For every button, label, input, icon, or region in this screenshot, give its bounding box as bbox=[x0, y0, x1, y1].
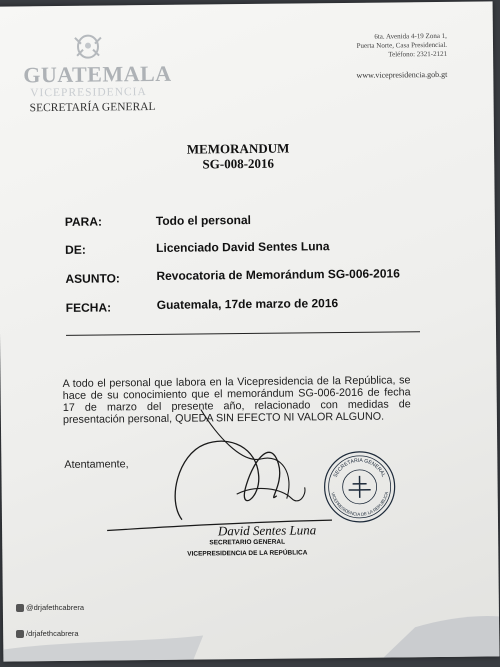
fecha-value: Guatemala, 17de marzo de 2016 bbox=[156, 296, 339, 312]
seal-top-text: SECRETARIA GENERAL bbox=[332, 457, 387, 479]
divider bbox=[66, 331, 420, 336]
svg-text:SECRETARIA GENERAL bbox=[333, 458, 387, 479]
logo bbox=[23, 31, 172, 115]
address-block bbox=[356, 32, 447, 60]
signatory-office: VICEPRESIDENCIA DE LA REPÚBLICA bbox=[187, 549, 308, 558]
para-label: PARA: bbox=[64, 214, 103, 229]
official-seal bbox=[322, 449, 397, 524]
watermark-facebook bbox=[16, 629, 79, 638]
coat-of-arms-icon bbox=[71, 31, 105, 61]
memo-body: A todo el personal que labora en la Vicepresidencia de la República, se hace de su conocimiento que el memorándum SG-006-2016 de fecha 17 de marzo del presente año, relacionado con medidas de presentación personal, QUEDA SIN EFECTO NI VALOR ALGUNO. bbox=[62, 374, 411, 426]
memo-number: SG-008-2016 bbox=[202, 155, 275, 172]
logo-subtitle: VICEPRESIDENCIA bbox=[30, 86, 147, 100]
watermark-handle: @drjafethcabrera bbox=[26, 603, 85, 612]
watermark-handle: /drjafethcabrera bbox=[26, 629, 79, 638]
address-line: 6ta. Avenida 4-19 Zona 1, bbox=[374, 31, 447, 41]
closing: Atentamente, bbox=[64, 458, 129, 471]
twitter-icon bbox=[16, 604, 24, 612]
seal-bottom-text: VICEPRESIDENCIA DE LA REPUBLICA bbox=[330, 491, 390, 517]
website-link[interactable]: www.vicepresidencia.gob.gt bbox=[356, 69, 448, 80]
de-value: Licenciado David Sentes Luna bbox=[156, 239, 330, 255]
memo-heading bbox=[173, 140, 303, 171]
watermark-twitter bbox=[16, 603, 84, 612]
fecha-label: FECHA: bbox=[65, 300, 112, 315]
phone-line: Teléfono: 2321-2121 bbox=[388, 49, 448, 59]
signatory-title: SECRETARIO GENERAL bbox=[209, 538, 286, 547]
asunto-label: ASUNTO: bbox=[65, 271, 120, 286]
para-value: Todo el personal bbox=[155, 212, 252, 228]
memo-title: MEMORANDUM bbox=[186, 140, 290, 157]
de-label: DE: bbox=[65, 242, 86, 257]
department-name: SECRETARÍA GENERAL bbox=[29, 100, 156, 115]
facebook-icon bbox=[16, 630, 24, 638]
logo-title: GUATEMALA bbox=[23, 60, 172, 88]
memo-paper bbox=[0, 1, 499, 661]
signatory-name: David Sentes Luna bbox=[217, 522, 317, 539]
address-line: Puerta Norte, Casa Presidencial. bbox=[356, 40, 448, 50]
asunto-value: Revocatoria de Memorándum SG-006-2016 bbox=[156, 266, 400, 283]
